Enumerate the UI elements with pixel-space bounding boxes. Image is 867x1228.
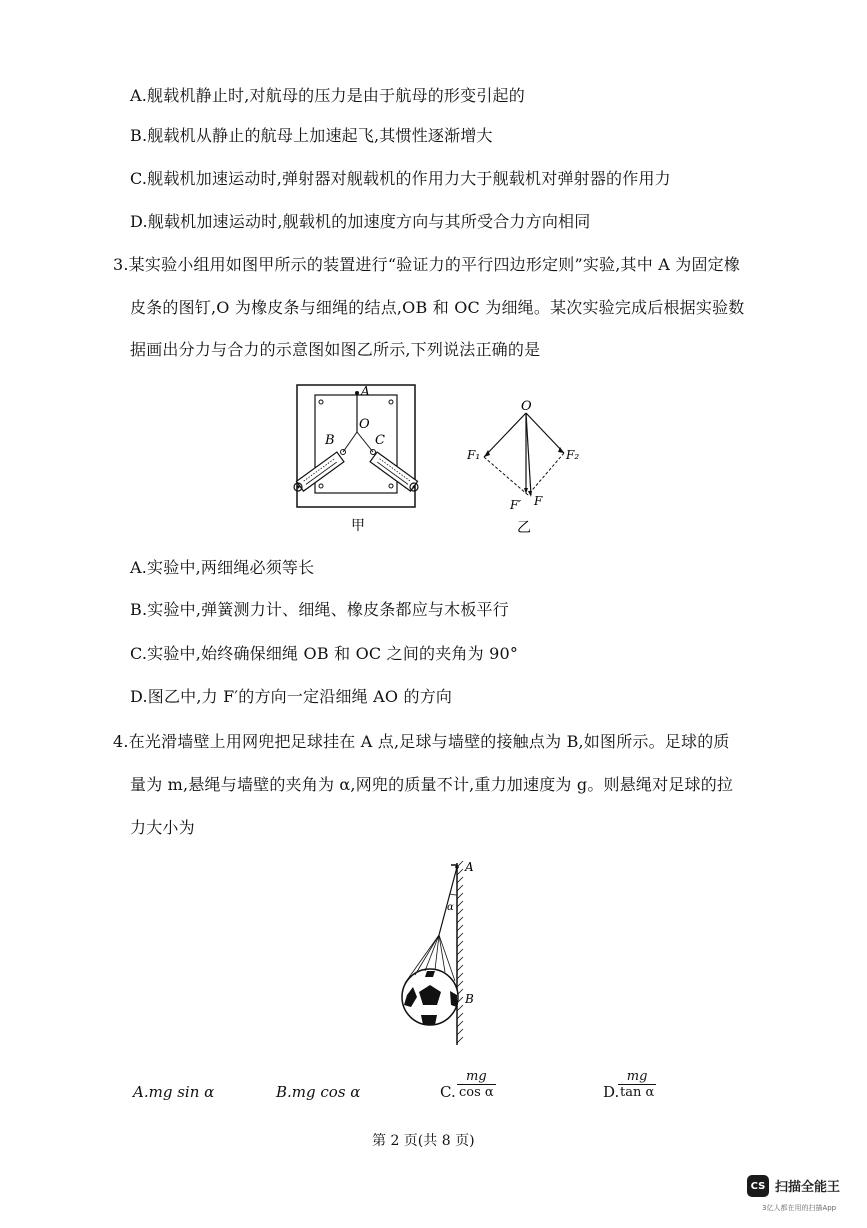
figure-jia xyxy=(285,380,425,540)
question-4-line-1: 4.在光滑墙壁上用网兜把足球挂在 A 点,足球与墙壁的接触点为 B,如图所示。足球的质 xyxy=(113,732,730,751)
label-o: O xyxy=(359,417,370,432)
figure-ball xyxy=(395,855,490,1050)
camscanner-logo-icon: CS xyxy=(747,1175,769,1197)
label-a: A xyxy=(465,860,474,874)
question-3-line-3: 据画出分力与合力的示意图如图乙所示,下列说法正确的是 xyxy=(130,340,541,359)
label-c: C xyxy=(375,433,385,448)
label-o: O xyxy=(521,399,532,414)
label-f-prime: F′ xyxy=(510,498,522,512)
option-3d: D.图乙中,力 F′的方向一定沿细绳 AO 的方向 xyxy=(130,687,453,706)
label-b: B xyxy=(465,992,474,1006)
question-4-line-3: 力大小为 xyxy=(130,818,195,837)
page-number: 第 2 页(共 8 页) xyxy=(372,1133,475,1149)
camscanner-brand: 扫描全能王 xyxy=(775,1180,841,1195)
option-3c: C.实验中,始终确保细绳 OB 和 OC 之间的夹角为 90° xyxy=(130,644,519,663)
option-4a: A.mg sin α xyxy=(133,1083,215,1101)
question-3-line-2: 皮条的图钉,O 为橡皮条与细绳的结点,OB 和 OC 为细绳。某次实验完成后根据实验数 xyxy=(130,298,745,317)
option-4b: B.mg cos α xyxy=(276,1083,361,1101)
option-4c-numerator: mg xyxy=(457,1069,496,1085)
question-3-line-1: 3.某实验小组用如图甲所示的装置进行“验证力的平行四边形定则”实验,其中 A 为固定橡 xyxy=(113,255,741,274)
option-2b: B.舰载机从静止的航母上加速起飞,其惯性逐渐增大 xyxy=(130,126,493,145)
label-f: F xyxy=(534,494,543,508)
caption-jia: 甲 xyxy=(351,518,365,534)
label-b: B xyxy=(325,433,335,448)
caption-yi: 乙 xyxy=(517,520,531,536)
option-2a: A.舰载机静止时,对航母的压力是由于航母的形变引起的 xyxy=(130,86,525,105)
label-a: A xyxy=(361,384,370,398)
option-4d-prefix: D. xyxy=(603,1083,620,1101)
option-2d: D.舰载机加速运动时,舰载机的加速度方向与其所受合力方向相同 xyxy=(130,212,591,231)
option-4d-fraction xyxy=(618,1069,656,1100)
figure-yi xyxy=(462,395,587,540)
question-4-line-2: 量为 m,悬绳与墙壁的夹角为 α,网兜的质量不计,重力加速度为 g。则悬绳对足球的拉 xyxy=(130,775,734,794)
label-alpha: α xyxy=(447,902,454,913)
option-3a: A.实验中,两细绳必须等长 xyxy=(130,558,315,577)
option-4d-denominator: tan α xyxy=(620,1085,655,1100)
option-2c: C.舰载机加速运动时,弹射器对舰载机的作用力大于舰载机对弹射器的作用力 xyxy=(130,169,671,188)
label-f1: F₁ xyxy=(467,448,481,462)
option-4c-denominator: cos α xyxy=(459,1085,494,1100)
option-4c-fraction xyxy=(457,1069,496,1100)
option-4d-numerator: mg xyxy=(618,1069,656,1085)
label-f2: F₂ xyxy=(566,448,580,462)
camscanner-slogan: 3亿人都在用的扫描App xyxy=(762,1204,837,1212)
option-3b: B.实验中,弹簧测力计、细绳、橡皮条都应与木板平行 xyxy=(130,600,509,619)
option-4c-prefix: C. xyxy=(440,1083,456,1101)
